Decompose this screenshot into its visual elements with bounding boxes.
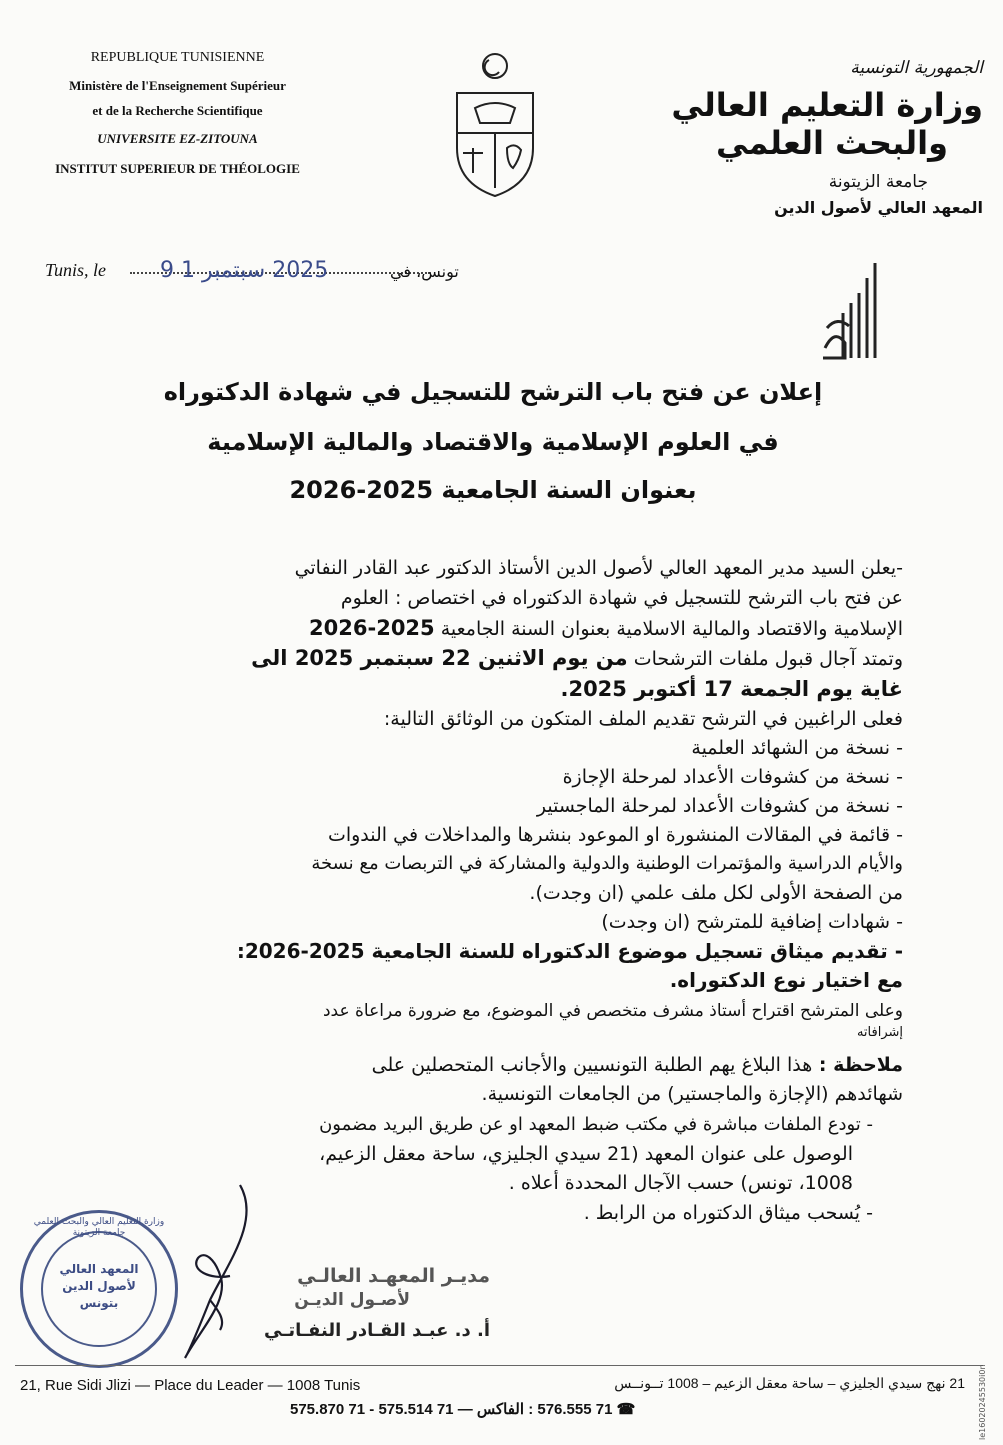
deadline-end: غاية يوم الجمعة 17 أكتوبر 2025. xyxy=(560,677,903,701)
republic-ar: الجمهورية التونسية xyxy=(850,58,983,78)
institute-fr: INSTITUT SUPERIEUR DE THÉOLOGIE xyxy=(55,161,300,176)
director-title-2: لأصـول الديـن xyxy=(294,1290,410,1310)
university-fr: UNIVERSITE EZ-ZITOUNA xyxy=(97,131,258,146)
note-line-1 xyxy=(83,1052,903,1078)
phone-icon: ☎ xyxy=(616,1401,636,1418)
stamp-inner-text: المعهد العالي لأصول الدين بتونس xyxy=(59,1262,139,1310)
ministry-fr-2: et de la Recherche Scientifique xyxy=(92,103,263,118)
university-ar: جامعة الزيتونة xyxy=(828,172,928,192)
supervisor-line-1: وعلى المترشح اقتراح أستاذ مشرف متخصص في الموضوع، مع ضرورة مراعاة عدد xyxy=(322,1001,903,1021)
body-line-3 xyxy=(83,615,903,642)
official-stamp xyxy=(20,1210,178,1368)
side-code: le16020245530i0n xyxy=(978,1364,987,1440)
body-line-3-text: الإسلامية والاقتصاد والمالية الاسلامية بعنوان السنة الجامعية xyxy=(434,618,903,640)
note-text-1: هذا البلاغ يهم الطلبة التونسيين والأجانب المتحصلين على xyxy=(371,1054,813,1076)
footer-address-fr: 21, Rue Sidi Jlizi — Place du Leader — 1008 Tunis xyxy=(20,1377,361,1394)
body-line-4 xyxy=(83,645,903,672)
footer-phones-text: 71 576.555 : الفاكس — 71 575.514 - 71 575.870 xyxy=(290,1401,613,1418)
deadline-start: من يوم الاثنين 22 سبتمبر 2025 الى xyxy=(251,646,628,670)
tunisia-coat-of-arms xyxy=(445,48,545,198)
doc-item-4a: - قائمة في المقالات المنشورة او الموعود بنشرها والمداخلات في الندوات xyxy=(327,824,903,846)
arabic-header xyxy=(671,58,983,217)
note-label: ملاحظة : xyxy=(812,1054,903,1076)
bullet-1b: الوصول على عنوان المعهد (21 سيدي الجليزي، ساحة معقل الزعيم، xyxy=(319,1143,853,1165)
ministry-ar-1: وزارة التعليم العالي xyxy=(671,86,983,124)
body-line-4-text: وتمتد آجال قبول ملفات الترشحات xyxy=(627,648,903,670)
supervisor-line-2: إشرافاته xyxy=(856,1025,903,1040)
announcement-title-2: في العلوم الإسلامية والاقتصاد والمالية الإسلامية xyxy=(207,428,779,456)
institute-logo xyxy=(815,258,895,363)
date-line xyxy=(45,258,465,288)
note-line-2: شهائدهم (الإجازة والماجستير) من الجامعات التونسية. xyxy=(481,1083,903,1105)
date-prefix-fr: Tunis, le xyxy=(45,260,107,280)
documents-intro: فعلى الراغبين في الترشح تقديم الملف المتكون من الوثائق التالية: xyxy=(383,708,903,730)
body-line-2: عن فتح باب الترشح للتسجيل في شهادة الدكتوراه في اختصاص : العلوم xyxy=(340,587,903,609)
bullet-1a: - تودع الملفات مباشرة في مكتب ضبط المعهد او عن طريق البريد مضمون xyxy=(319,1114,873,1135)
date-value: 2025 سبتمبر 1 9 xyxy=(160,258,329,283)
academic-year: 2025-2026 xyxy=(309,616,435,640)
stamp-outer-text: وزارة التعليم العالي والبحث العلمي جامعة الزيتونة xyxy=(33,1217,165,1238)
doc-item-4c: من الصفحة الأولى لكل ملف علمي (ان وجدت). xyxy=(529,882,903,904)
director-name: أ. د. عبـد القـادر النفـاتـي xyxy=(263,1320,490,1341)
doc-item-6a: - تقديم ميثاق تسجيل موضوع الدكتوراه للسنة الجامعية 2025-2026: xyxy=(236,939,903,963)
french-header xyxy=(10,50,345,177)
date-prefix-ar: تونس، في xyxy=(390,262,459,281)
bullet-1c: 1008، تونس) حسب الآجال المحددة أعلاه . xyxy=(508,1172,853,1194)
announcement-title-1: إعلان عن فتح باب الترشح للتسجيل في شهادة الدكتوراه xyxy=(163,378,823,406)
footer-phones xyxy=(290,1400,635,1418)
doc-item-3: - نسخة من كشوفات الأعداد لمرحلة الماجستير xyxy=(536,795,903,817)
doc-item-5: - شهادات إضافية للمترشح (ان وجدت) xyxy=(601,911,903,933)
republic-fr: REPUBLIQUE TUNISIENNE xyxy=(90,50,265,65)
footer-divider xyxy=(15,1365,983,1366)
doc-item-4b: والأيام الدراسية والمؤتمرات الوطنية والدولية والمشاركة في التربصات مع نسخة xyxy=(311,853,903,874)
doc-item-1: - نسخة من الشهائد العلمية xyxy=(691,737,903,759)
institute-ar: المعهد العالي لأصول الدين xyxy=(774,198,983,217)
director-title-1: مديـر المعهـد العالـي xyxy=(297,1265,490,1287)
bullet-2: - يُسحب ميثاق الدكتوراه من الرابط . xyxy=(583,1202,873,1224)
doc-item-6b: مع اختيار نوع الدكتوراه. xyxy=(669,968,903,992)
footer-address-ar: 21 نهج سيدي الجليزي – ساحة معقل الزعيم – 1008 تــونــس xyxy=(614,1375,965,1391)
doc-item-2: - نسخة من كشوفات الأعداد لمرحلة الإجازة xyxy=(562,766,903,788)
ministry-fr-1: Ministère de l'Enseignement Supérieur xyxy=(69,78,286,93)
ministry-ar-2: والبحث العلمي xyxy=(716,124,948,162)
body-line-1: -يعلن السيد مدير المعهد العالي لأصول الدين الأستاذ الدكتور عبد القادر النفاتي xyxy=(294,557,903,579)
announcement-title-3: بعنوان السنة الجامعية 2025-2026 xyxy=(289,476,697,504)
